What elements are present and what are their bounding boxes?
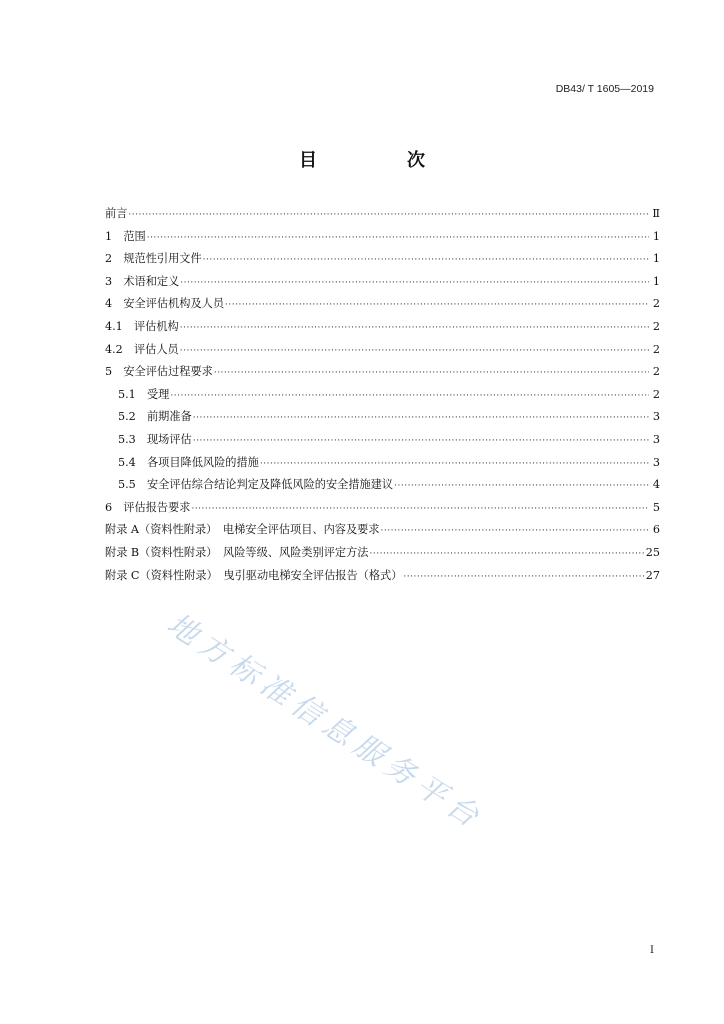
toc-entry-label: 附录 B（资料性附录） 风险等级、风险类别评定方法 — [105, 545, 369, 559]
toc-entry-label: 附录 C（资料性附录） 曳引驱动电梯安全评估报告（格式） — [105, 568, 403, 582]
toc-entry-page: 2 — [652, 365, 660, 379]
toc-entry[interactable] — [105, 431, 660, 454]
toc-leader-dots — [191, 504, 649, 514]
toc-entry[interactable] — [105, 567, 660, 590]
toc-entry-number: 4 — [105, 297, 124, 311]
toc-entry-label: 评估人员 — [133, 342, 179, 356]
toc-entry-label: 规范性引用文件 — [123, 252, 202, 266]
toc-leader-dots — [203, 255, 649, 265]
toc-entry-page: 2 — [652, 387, 660, 401]
toc-leader-dots — [193, 436, 649, 446]
toc-entry-label: 前言 — [105, 207, 128, 220]
page-number: I — [650, 945, 654, 956]
toc-leader-dots — [260, 459, 649, 469]
toc-leader-dots — [394, 481, 649, 491]
toc-leader-dots — [180, 278, 649, 288]
toc-entry-label: 术语和定义 — [123, 274, 180, 288]
toc-entry[interactable] — [105, 318, 660, 341]
toc-entry[interactable] — [105, 499, 660, 522]
toc-entry-number: 4.1 — [105, 319, 134, 333]
toc-entry[interactable] — [105, 363, 660, 386]
toc-entry-label: 范围 — [123, 229, 146, 243]
toc-entry[interactable] — [105, 476, 660, 499]
toc-entry-page: 1 — [652, 252, 660, 266]
toc-entry-page: 5 — [652, 500, 660, 514]
toc-leader-dots — [180, 323, 649, 333]
toc-leader-dots — [381, 526, 649, 536]
toc-entry[interactable] — [105, 386, 660, 409]
toc-entry-number: 5.3 — [118, 432, 147, 446]
toc-entry[interactable] — [105, 295, 660, 318]
toc-entry[interactable] — [105, 544, 660, 567]
toc-entry-label: 评估机构 — [133, 319, 179, 333]
toc-entry-page: 4 — [652, 478, 660, 492]
table-of-contents — [105, 205, 660, 589]
toc-entry-page: 27 — [645, 568, 660, 582]
toc-entry-number: 5.4 — [118, 455, 147, 469]
toc-leader-dots — [147, 233, 649, 243]
toc-entry[interactable] — [105, 408, 660, 431]
toc-entry-label: 安全评估过程要求 — [123, 365, 213, 379]
toc-entry-number: 4.2 — [105, 342, 134, 356]
toc-entry-number: 6 — [105, 500, 124, 514]
toc-leader-dots — [180, 346, 649, 356]
toc-entry-page: 6 — [652, 523, 660, 537]
toc-entry-page: 3 — [652, 455, 660, 469]
toc-entry-number: 5.2 — [118, 410, 147, 424]
toc-entry-label: 各项目降低风险的措施 — [146, 455, 259, 469]
toc-entry-number: 2 — [105, 252, 124, 266]
toc-entry-page: 3 — [652, 410, 660, 424]
toc-entry-page: 2 — [652, 297, 660, 311]
toc-entry-label: 安全评估机构及人员 — [123, 297, 225, 311]
toc-entry-number: 5.1 — [118, 387, 147, 401]
toc-entry-label: 受理 — [146, 387, 170, 401]
standard-code: DB43/ T 1605—2019 — [555, 83, 654, 95]
toc-entry-page: 1 — [652, 274, 660, 288]
toc-entry[interactable] — [105, 273, 660, 296]
toc-entry-number: 3 — [105, 274, 124, 288]
toc-entry-label: 安全评估综合结论判定及降低风险的安全措施建议 — [146, 478, 394, 492]
toc-entry-page: Ⅱ — [652, 207, 660, 220]
toc-entry[interactable] — [105, 205, 660, 228]
toc-entry-label: 前期准备 — [146, 410, 192, 424]
toc-entry-page: 25 — [645, 545, 660, 559]
toc-leader-dots — [193, 413, 649, 423]
toc-entry-page: 2 — [652, 342, 660, 356]
toc-entry-page: 3 — [652, 432, 660, 446]
toc-leader-dots — [225, 300, 649, 310]
toc-entry-label: 附录 A（资料性附录） 电梯安全评估项目、内容及要求 — [105, 523, 380, 537]
toc-leader-dots — [128, 210, 649, 220]
toc-entry[interactable] — [105, 228, 660, 251]
toc-entry-label: 现场评估 — [146, 432, 192, 446]
toc-entry-number: 1 — [105, 229, 124, 243]
toc-entry-page: 1 — [652, 229, 660, 243]
toc-entry-number: 5 — [105, 365, 124, 379]
toc-entry[interactable] — [105, 341, 660, 364]
toc-entry-page: 2 — [652, 319, 660, 333]
toc-leader-dots — [370, 549, 645, 559]
toc-entry[interactable] — [105, 521, 660, 544]
toc-leader-dots — [214, 368, 649, 378]
toc-leader-dots — [403, 572, 644, 582]
toc-entry[interactable] — [105, 454, 660, 477]
watermark: 地方标准信息服务平台 — [160, 606, 490, 838]
page-title: 目 次 — [299, 150, 461, 171]
toc-leader-dots — [170, 391, 649, 401]
toc-entry-number: 5.5 — [118, 478, 147, 492]
toc-entry[interactable] — [105, 250, 660, 273]
toc-entry-label: 评估报告要求 — [123, 500, 191, 514]
